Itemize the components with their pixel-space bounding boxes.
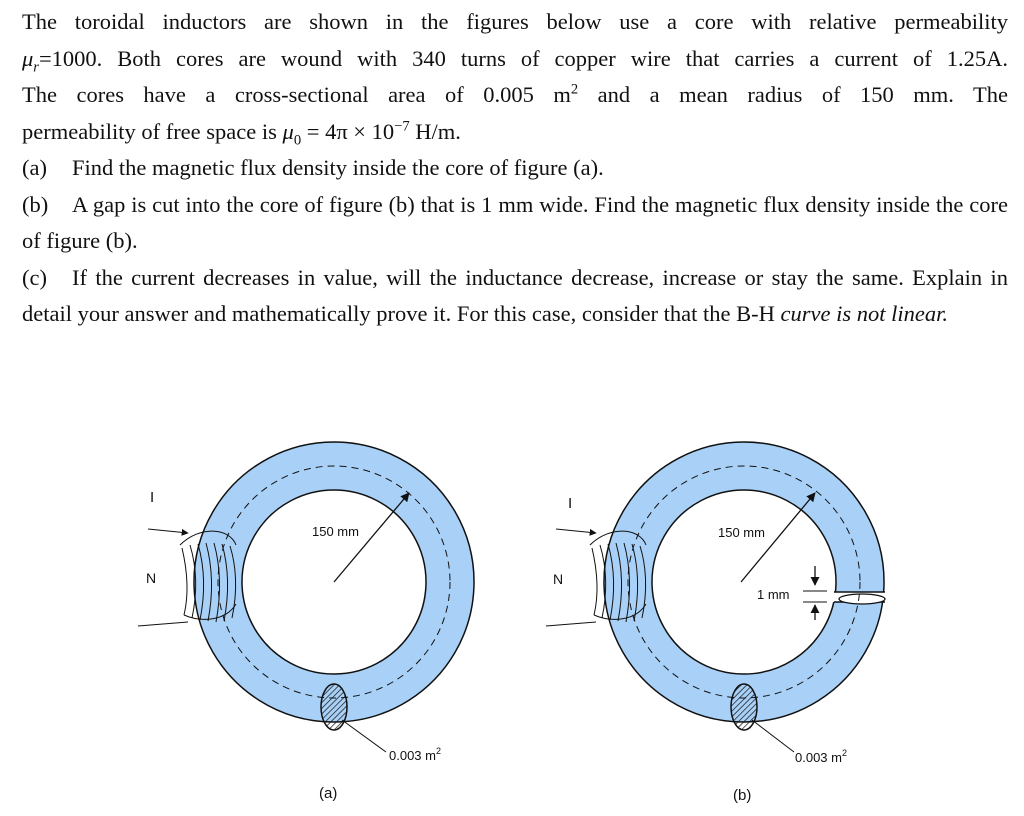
figure-a: [138, 442, 474, 802]
lead-wire-b: [546, 622, 596, 626]
part-b: (b) A gap is cut into the core of figure (b) that is 1 mm wide. Find the magnetic flux density inside the core of figure (b).: [22, 191, 1008, 253]
intro-line-1: The toroidal inductors are shown in the figures below use a core with relative permeability: [22, 9, 1008, 34]
area-label-a: 0.003 $m^2$: [389, 746, 441, 763]
radius-label-a: 150 mm: [312, 524, 359, 539]
caption-b: (b): [733, 787, 752, 804]
area-leader-a: [342, 720, 386, 752]
current-label-b: I: [568, 495, 573, 512]
area-leader-b: [752, 720, 794, 752]
intro-line-3: The cores have a cross-sectional area of 0.005 $m^2$ and a mean radius of 150 mm. The: [22, 81, 1008, 107]
gap-label: 1 mm: [757, 587, 790, 602]
part-a: (a) Find the magnetic flux density inside the core of figure (a).: [22, 155, 604, 180]
caption-a: (a): [319, 785, 338, 802]
radius-label-b: 150 mm: [718, 525, 765, 540]
current-arrow-a: [148, 529, 188, 533]
turns-label-a: N: [146, 570, 157, 586]
figure-b: [546, 442, 888, 804]
intro-line-2: $\mu_r=1000$. Both cores are wound with 340 turns of copper wire that carries a current of 1.25A.: [22, 45, 1008, 75]
gap-face: [839, 594, 885, 604]
part-c: (c) If the current decreases in value, will the inductance decrease, increase or stay the same. Explain in detail your answer and mathematically prove it. For this case, consider that the B-H curve is not linear.: [22, 264, 1008, 326]
area-label-b: 0.003 $m^2$: [795, 748, 847, 765]
cross-section-b: [731, 684, 757, 730]
intro-line-4: permeability of free space is $\mu_0 = 4\pi \times 10^{-7}$ H/m.: [22, 118, 461, 148]
cross-section-a: [321, 684, 347, 730]
current-label-a: I: [150, 489, 155, 506]
current-arrow-b: [556, 529, 596, 533]
lead-wire-a: [138, 622, 188, 626]
turns-label-b: N: [553, 571, 564, 587]
